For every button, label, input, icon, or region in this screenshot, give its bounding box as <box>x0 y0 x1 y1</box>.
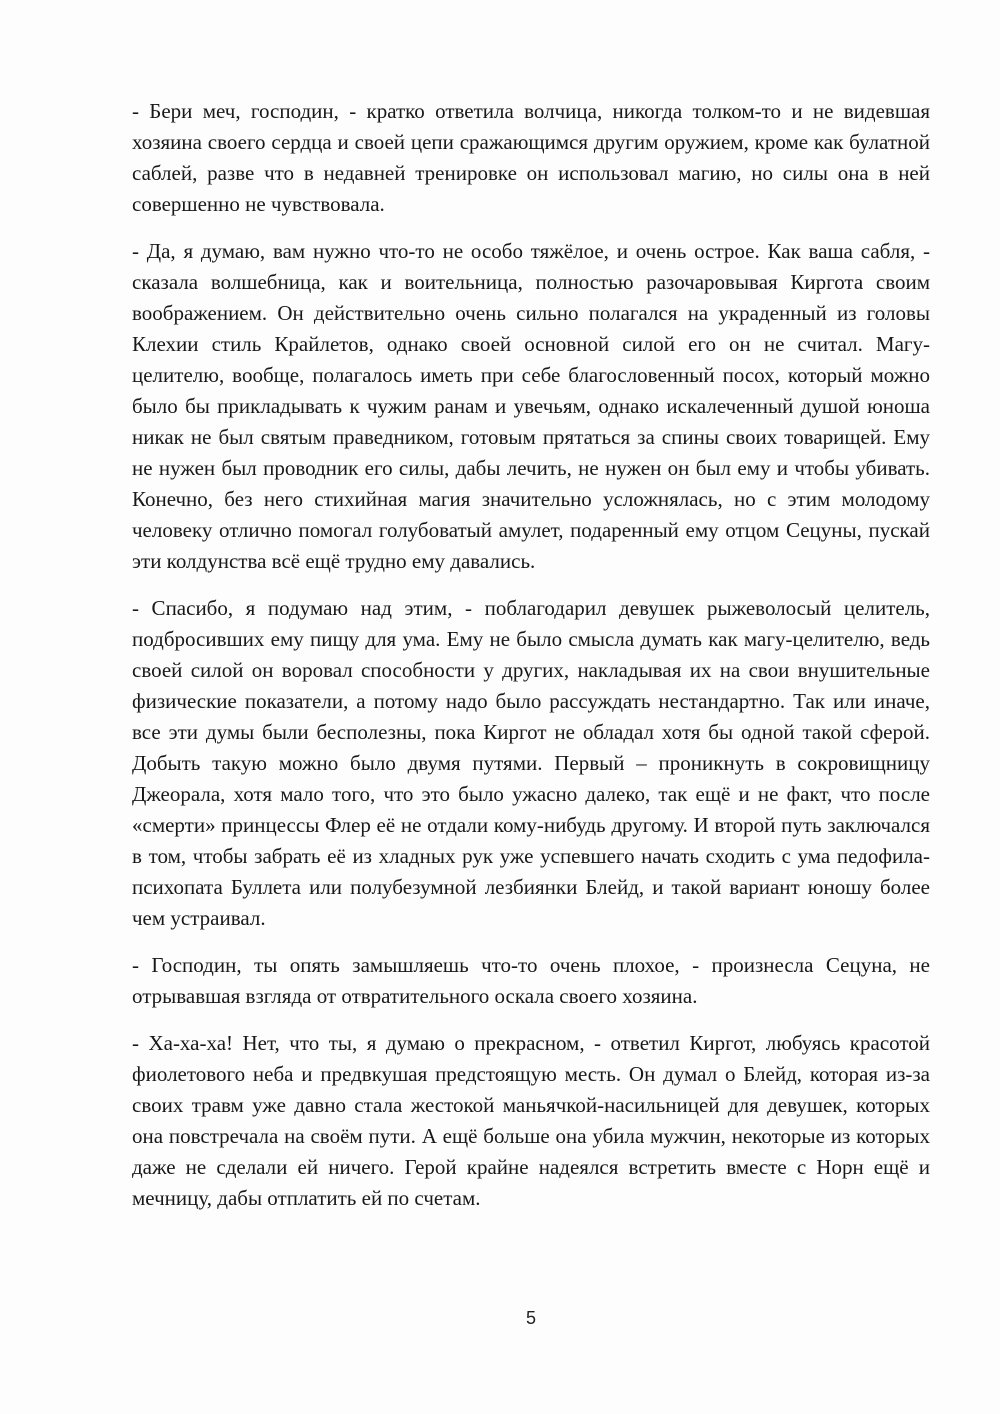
paragraph: - Господин, ты опять замышляешь что-то очень плохое, - произнесла Сецуна, не отрывавшая взгляда от отвратительного оскала своего хозяина. <box>132 953 930 1008</box>
page-number: 5 <box>525 1308 536 1328</box>
paragraph: - Да, я думаю, вам нужно что-то не особо тяжёлое, и очень острое. Как ваша сабля, - сказала волшебница, как и воительница, полностью разочаровывая Киргота своим воображением. Он действительно очень сильно полагался на украденный из головы Клехии стиль Крайлетов, однако своей основной силой его он не считал. Магу-целителю, вообще, полагалось иметь при себе благословенный посох, который можно было бы прикладывать к чужим ранам и увечьям, однако искалеченный душой юноша никак не был святым праведником, готовым прятаться за спины своих товарищей. Ему не нужен был проводник его силы, дабы лечить, не нужен он был ему и чтобы убивать. Конечно, без него стихийная магия значительно усложнялась, но с этим молодому человеку отлично помогал голубоватый амулет, подаренный ему отцом Сецуны, пускай эти колдунства всё ещё трудно ему давались. <box>132 239 930 573</box>
paragraph: - Бери меч, господин, - кратко ответила волчица, никогда толком-то и не видевшая хозяина своего сердца и своей цепи сражающимся другим оружием, кроме как булатной саблей, разве что в недавней тренировке он использовал магию, но силы она в ней совершенно не чувствовала. <box>132 99 930 216</box>
paragraph: - Ха-ха-ха! Нет, что ты, я думаю о прекрасном, - ответил Киргот, любуясь красотой фиолетового неба и предвкушая предстоящую месть. Он думал о Блейд, которая из-за своих травм уже давно стала жестокой маньячкой-насильницей для девушек, которых она повстречала на своём пути. А ещё больше она убила мужчин, некоторые из которых даже не сделали ей ничего. Герой крайне надеялся встретить вместе с Норн ещё и мечницу, дабы отплатить ей по счетам. <box>132 1031 930 1210</box>
text-column <box>132 96 930 1214</box>
paragraph: - Спасибо, я подумаю над этим, - поблагодарил девушек рыжеволосый целитель, подбросивших ему пищу для ума. Ему не было смысла думать как магу-целителю, ведь своей силой он воровал способности у других, накладывая их на свои внушительные физические показатели, а потому надо было рассуждать нестандартно. Так или иначе, все эти думы были бесполезны, пока Киргот не обладал хотя бы одной такой сферой. Добыть такую можно было двумя путями. Первый – проникнуть в сокровищницу Джеорала, хотя мало того, что это было ужасно далеко, так ещё и не факт, что после «смерти» принцессы Флер её не отдали кому-нибудь другому. И второй путь заключался в том, чтобы забрать её из хладных рук уже успевшего начать сходить с ума педофила-психопата Буллета или полубезумной лезбиянки Блейд, и такой вариант юношу более чем устраивал. <box>132 596 930 930</box>
